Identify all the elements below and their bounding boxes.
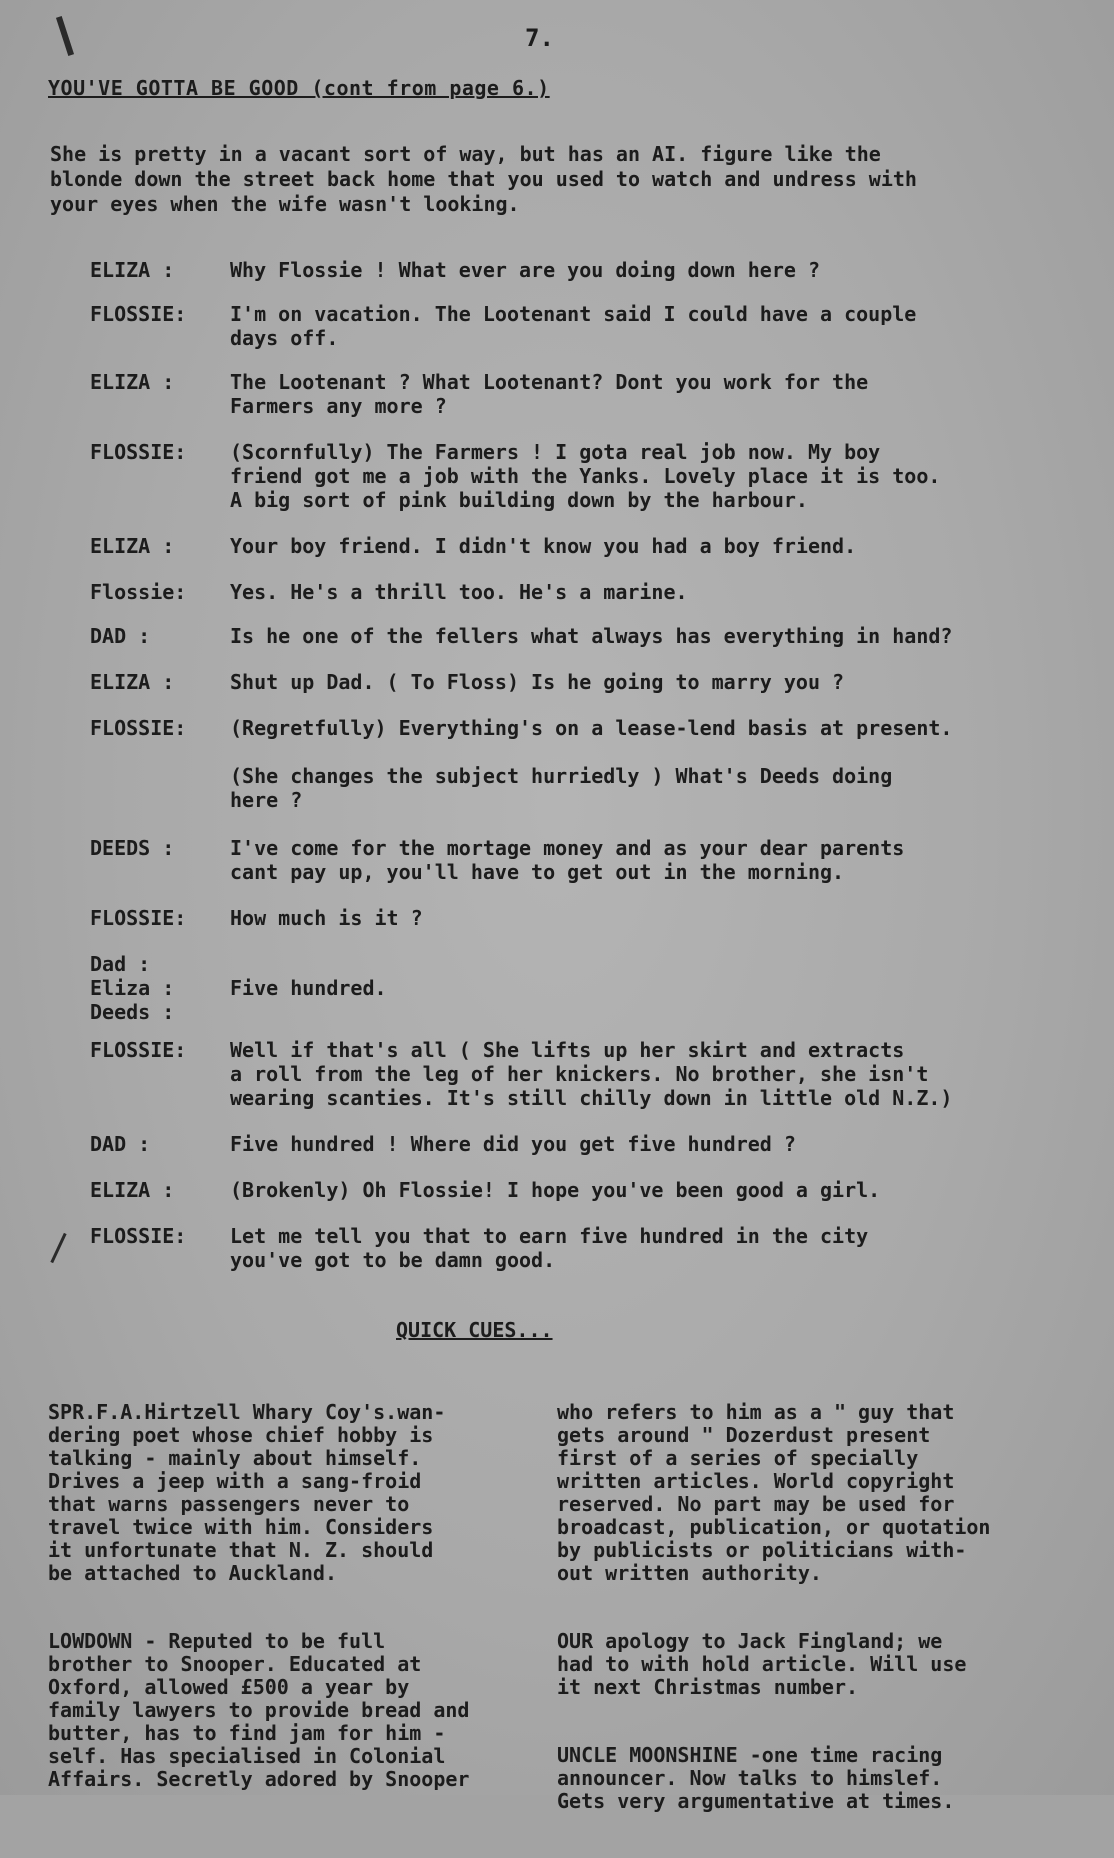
page-number: 7. — [525, 24, 554, 52]
speaker-name: ELIZA : — [90, 1178, 175, 1202]
dialogue-text: Why Flossie ! What ever are you doing down here ? — [230, 258, 821, 282]
speaker-name: Dad : Eliza : Deeds : — [90, 952, 175, 1024]
dialogue-text: Five hundred. — [230, 976, 387, 1000]
speaker-name: FLOSSIE: — [90, 1038, 187, 1062]
dialogue-text: (Brokenly) Oh Flossie! I hope you've been good a girl. — [230, 1178, 881, 1202]
dialogue-text: I've come for the mortage money and as your dear parents cant pay up, you'll have to get out in the morning. — [230, 836, 905, 884]
speaker-name: ELIZA : — [90, 258, 175, 282]
column-paragraph: SPR.F.A.Hirtzell Whary Coy's.wan- dering poet whose chief hobby is talking - mainly about himself. Drives a jeep with a sang-froid that warns passengers never to travel twice with him. Considers it unfortunate that N. Z. should be attached to Auckland. — [48, 1400, 446, 1585]
dialogue-text: (Scornfully) The Farmers ! I gota real job now. My boy friend got me a job with the Yanks. Lovely place it is too. A big sort of pink building down by the harbour. — [230, 440, 941, 512]
right-column — [557, 1378, 1077, 1858]
column-paragraph: OUR apology to Jack Fingland; we had to with hold article. Will use it next Christmas number. — [557, 1629, 967, 1699]
speaker-name: FLOSSIE: — [90, 906, 187, 930]
speaker-name: FLOSSIE: — [90, 440, 187, 464]
section-title: QUICK CUES... — [396, 1318, 553, 1342]
dialogue-text: The Lootenant ? What Lootenant? Dont you work for the Farmers any more ? — [230, 370, 869, 418]
margin-pencil-stroke — [50, 1233, 66, 1263]
dialogue-text: Yes. He's a thrill too. He's a marine. — [230, 580, 688, 604]
dialogue-text: Your boy friend. I didn't know you had a boy friend. — [230, 534, 857, 558]
speaker-name: DAD : — [90, 624, 151, 648]
dialogue-text: Five hundred ! Where did you get five hundred ? — [230, 1132, 796, 1156]
column-paragraph: UNCLE MOONSHINE -one time racing announcer. Now talks to himslef. Gets very argumentative at times. — [557, 1743, 955, 1813]
speaker-name: Flossie: — [90, 580, 187, 604]
dialogue-text: (Regretfully) Everything's on a lease-lend basis at present. (She changes the subject hurriedly ) What's Deeds doing here ? — [230, 716, 953, 812]
dialogue-text: Well if that's all ( She lifts up her skirt and extracts a roll from the leg of her knickers. No brother, she isn't wearing scanties. It's still chilly down in little old N.Z.) — [230, 1038, 953, 1110]
margin-punch-mark — [56, 16, 74, 56]
speaker-name: DEEDS : — [90, 836, 175, 860]
dialogue-text: I'm on vacation. The Lootenant said I could have a couple days off. — [230, 302, 917, 350]
dialogue-text: Shut up Dad. ( To Floss) Is he going to marry you ? — [230, 670, 845, 694]
dialogue-text: How much is it ? — [230, 906, 423, 930]
left-column — [48, 1378, 568, 1836]
speaker-name: FLOSSIE: — [90, 716, 187, 740]
article-heading: YOU'VE GOTTA BE GOOD (cont from page 6.) — [48, 76, 550, 100]
speaker-name: FLOSSIE: — [90, 1224, 187, 1248]
speaker-name: ELIZA : — [90, 534, 175, 558]
speaker-name: ELIZA : — [90, 370, 175, 394]
dialogue-text: Let me tell you that to earn five hundred in the city you've got to be damn good. — [230, 1224, 869, 1272]
dialogue-text: Is he one of the fellers what always has everything in hand? — [230, 624, 953, 648]
column-paragraph: who refers to him as a " guy that gets around " Dozerdust present first of a series of specially written articles. World copyright reserved. No part may be used for broadcast, publication, or quotation by publicists or politicians with- out written authority. — [557, 1400, 991, 1585]
column-paragraph: LOWDOWN - Reputed to be full brother to Snooper. Educated at Oxford, allowed £500 a year by family lawyers to provide bread and butter, has to find jam for him - self. Has specialised in Colonial Affairs. Secretly adored by Snooper — [48, 1629, 470, 1791]
speaker-name: FLOSSIE: — [90, 302, 187, 326]
speaker-name: DAD : — [90, 1132, 151, 1156]
speaker-name: ELIZA : — [90, 670, 175, 694]
intro-paragraph: She is pretty in a vacant sort of way, but has an AI. figure like the blonde down the street back home that you used to watch and undress with your eyes when the wife wasn't looking. — [50, 142, 917, 216]
